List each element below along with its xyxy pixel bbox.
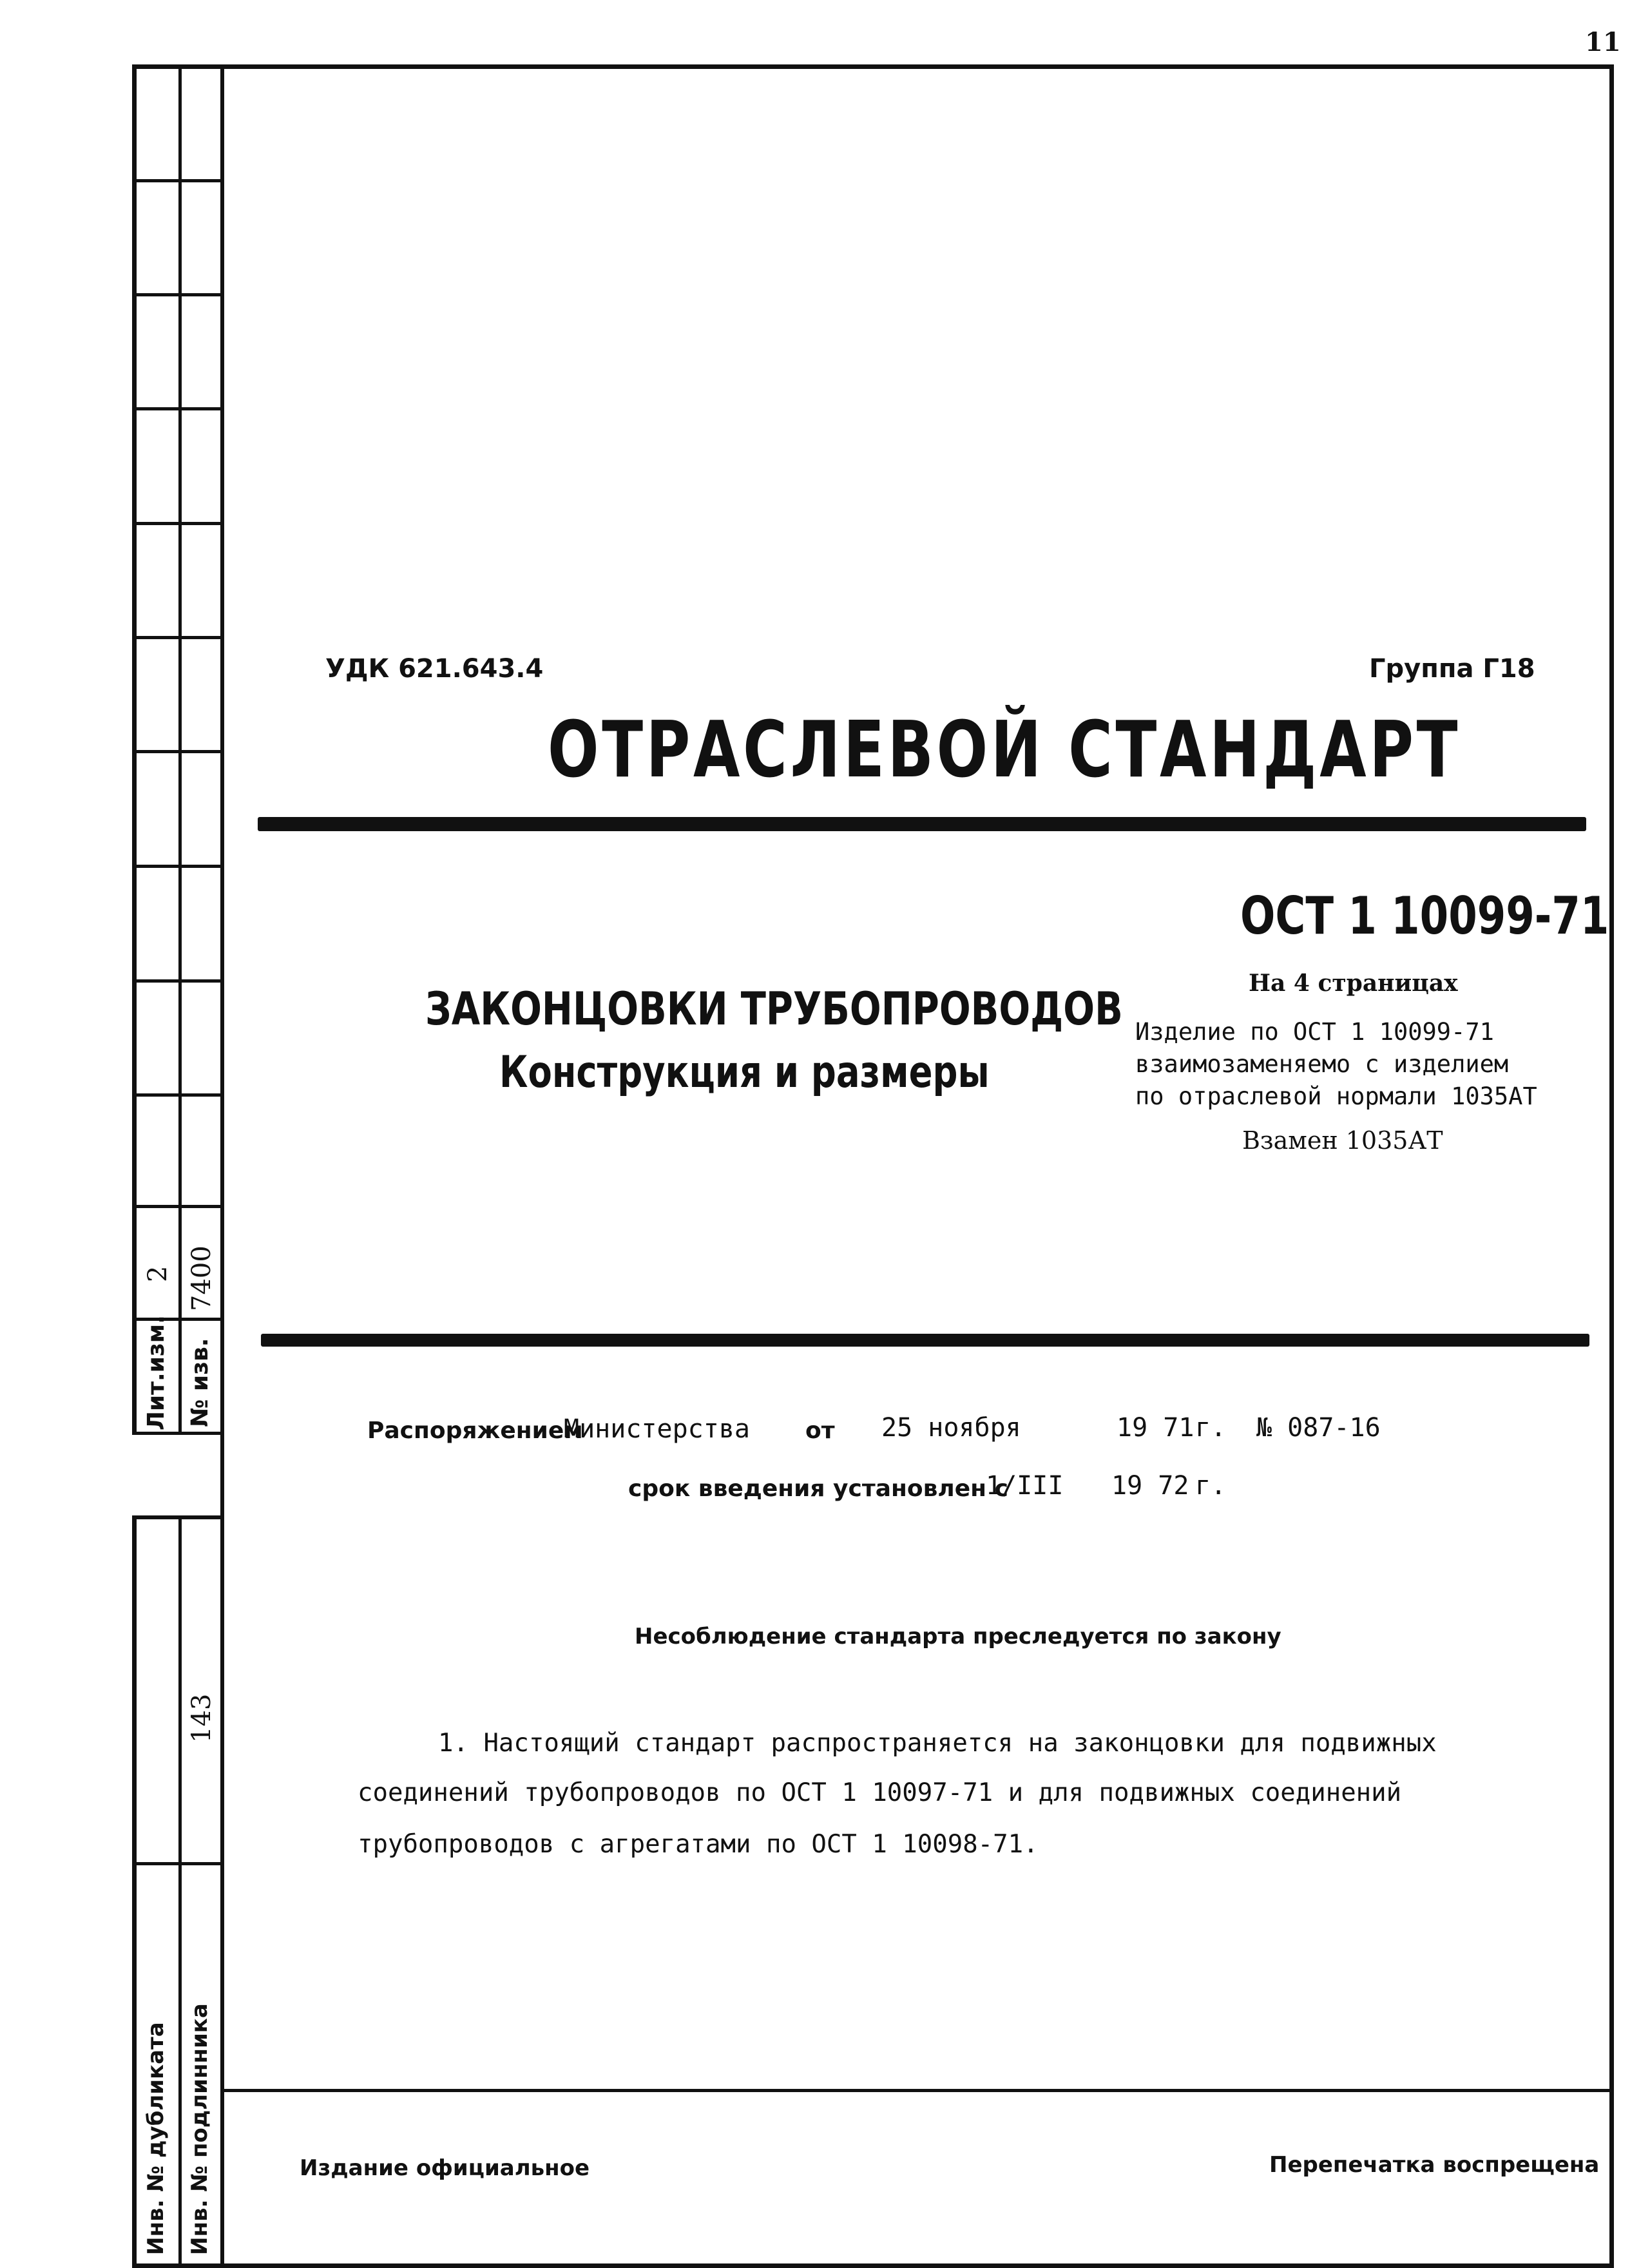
order-ministry: Министерства bbox=[564, 1414, 750, 1444]
stamp-cell-divider bbox=[132, 407, 224, 410]
replaces-note: Взамен 1035АТ bbox=[1242, 1126, 1443, 1155]
interchange-note-line1: Изделие по ОСТ 1 10099-71 bbox=[1135, 1018, 1494, 1046]
subject-title: ЗАКОНЦОВКИ ТРУБОПРОВОДОВ bbox=[425, 983, 1123, 1035]
stamp-cell-divider bbox=[132, 1862, 224, 1865]
order-number: № 087-16 bbox=[1256, 1413, 1381, 1443]
body-line-2: соединений трубопроводов по ОСТ 1 10097-71 и для подвижных соединений bbox=[358, 1778, 1402, 1807]
order-label: Распоряжением bbox=[367, 1418, 583, 1444]
order-year-suffix: г. bbox=[1195, 1413, 1227, 1443]
stamp-cell-divider bbox=[132, 979, 224, 983]
term-label: срок введения установлен с bbox=[628, 1475, 1008, 1502]
stamp-cell-divider bbox=[132, 293, 224, 296]
order-from: от bbox=[805, 1418, 835, 1444]
standard-code: ОСТ 1 10099-71 bbox=[1240, 886, 1609, 946]
stamp-cell-divider bbox=[132, 1205, 224, 1208]
body-line-1: 1. Настоящий стандарт распространяется на законцовки для подвижных bbox=[438, 1729, 1437, 1758]
no-izv-label: № изв. bbox=[187, 1338, 213, 1427]
document-title: ОТРАСЛЕВОЙ СТАНДАРТ bbox=[548, 706, 1461, 795]
law-notice: Несоблюдение стандарта преследуется по закону bbox=[635, 1624, 1281, 1649]
stamp-cell-divider bbox=[132, 1093, 224, 1097]
inv-dublikata-label: Инв. № дубликата bbox=[143, 2022, 169, 2255]
subject-subtitle: Конструкция и размеры bbox=[499, 1047, 990, 1098]
page-frame bbox=[132, 64, 1614, 2268]
body-line-3: трубопроводов с агрегатами по ОСТ 1 10098-71. bbox=[358, 1830, 1039, 1859]
page-number: 11 bbox=[1585, 27, 1621, 57]
footer-reprint-prohibited: Перепечатка воспрещена bbox=[1269, 2152, 1600, 2178]
inv-podlinnika-label: Инв. № подлинника bbox=[187, 2003, 213, 2255]
stamp-cell-divider bbox=[132, 865, 224, 868]
order-year: 19 71 bbox=[1117, 1413, 1194, 1443]
term-year-suffix: г. bbox=[1195, 1471, 1227, 1501]
group-code: Группа Г18 bbox=[1369, 654, 1535, 684]
stamp-cell-divider bbox=[132, 179, 224, 182]
term-year: 19 72 bbox=[1111, 1471, 1189, 1501]
stamp-cell-divider bbox=[132, 1515, 224, 1519]
order-date: 25 ноября bbox=[881, 1413, 1021, 1443]
interchange-note-line3: по отраслевой нормали 1035АТ bbox=[1135, 1082, 1537, 1110]
lit-izm-value: 2 bbox=[143, 1265, 173, 1282]
term-date: 1/III bbox=[986, 1471, 1064, 1501]
stamp-cell-divider bbox=[132, 522, 224, 525]
order-rule bbox=[261, 1334, 1589, 1347]
stamp-column-right bbox=[220, 64, 224, 2268]
page-count: На 4 страницах bbox=[1249, 970, 1458, 997]
stamp-cell-divider bbox=[132, 750, 224, 753]
lit-izm-label: Лит.изм. bbox=[143, 1315, 169, 1430]
stamp-gap bbox=[129, 1435, 182, 1519]
inv-podlinnika-value: 143 bbox=[187, 1693, 216, 1743]
no-izv-value: 7400 bbox=[187, 1245, 216, 1311]
interchange-note-line2: взаимозаменяемо с изделием bbox=[1135, 1050, 1509, 1078]
footer-official-edition: Издание официальное bbox=[300, 2155, 590, 2181]
footer-rule bbox=[220, 2089, 1612, 2092]
stamp-cell-divider bbox=[132, 636, 224, 639]
udk-code: УДК 621.643.4 bbox=[325, 654, 544, 684]
header-rule bbox=[258, 817, 1586, 831]
stamp-column-divider bbox=[178, 64, 182, 2268]
stamp-gap-right bbox=[220, 1435, 224, 1519]
